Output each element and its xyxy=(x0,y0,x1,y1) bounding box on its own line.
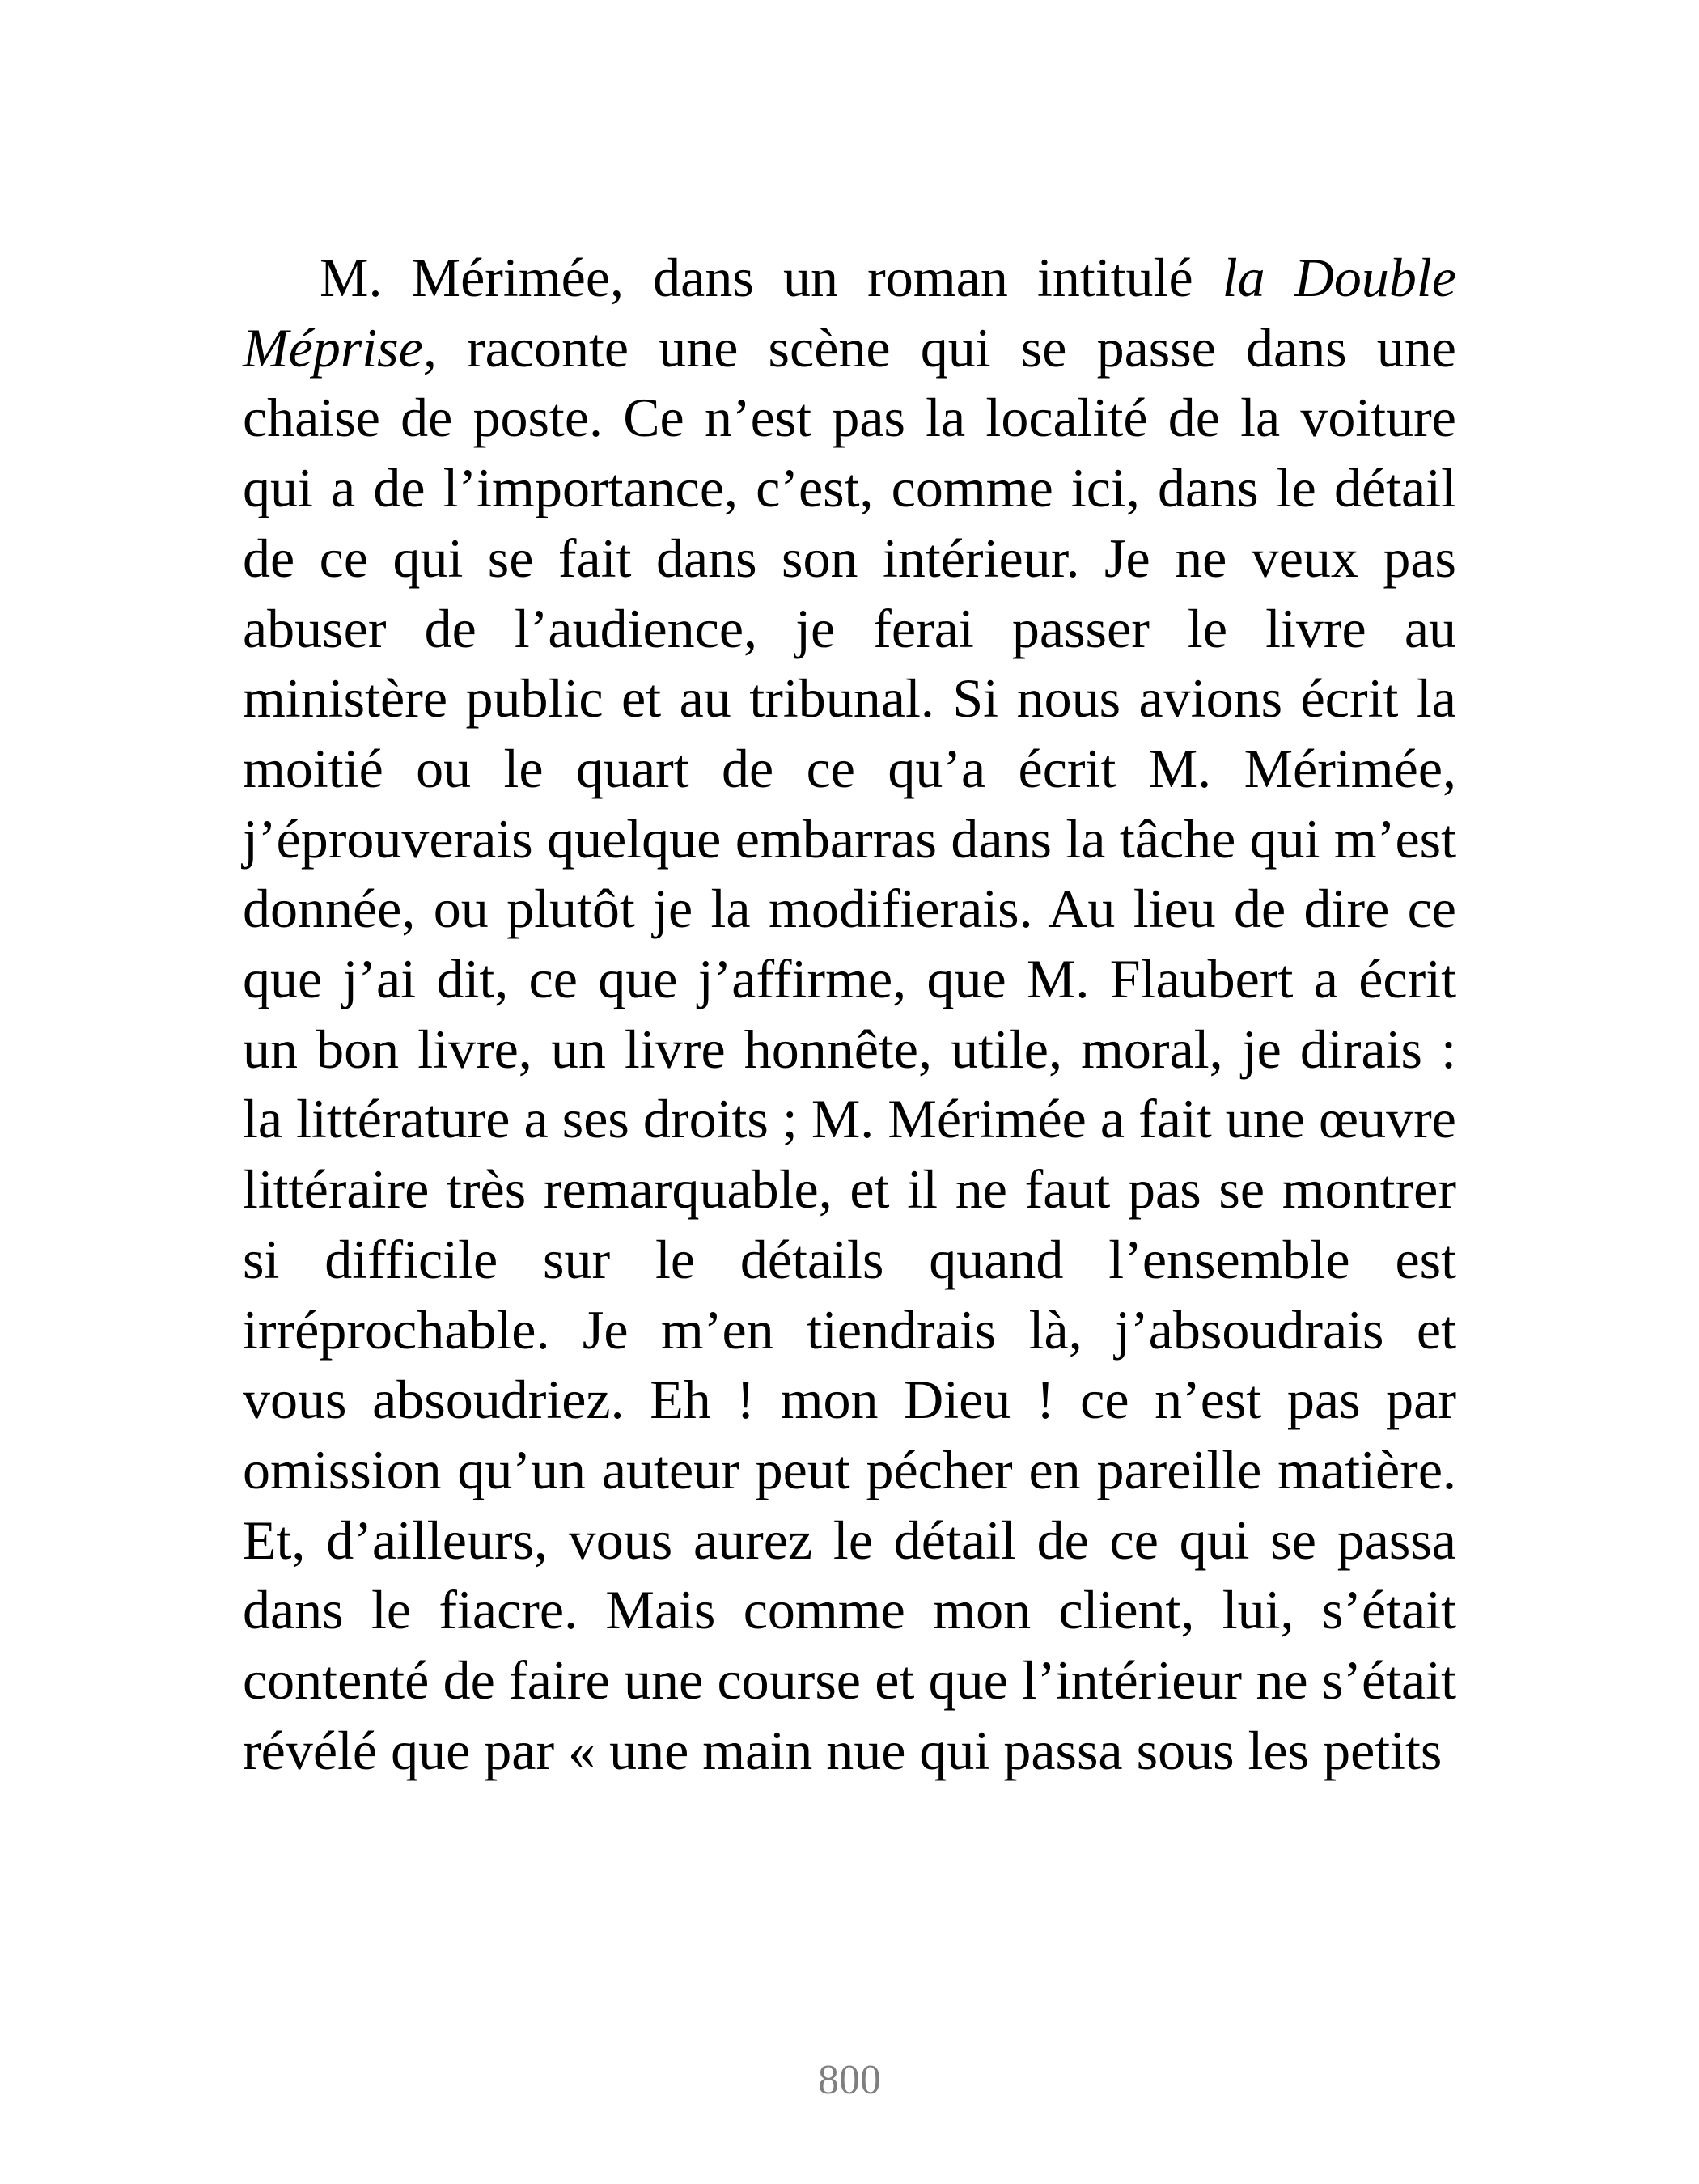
paragraph-body: raconte une scène qui se passe dans une chaise de poste. Ce n’est pas la localité de la voiture qui a de l’importance, c’est, comme ici, dans le détail de ce qui se fait dans son intérieur. Je ne veux pas abuser de l’audience, je ferai passer le livre au ministère public et au tribunal. Si nous avions écrit la moitié ou le quart de ce qu’a écrit M. Mérimée, j’éprouverais quelque embarras dans la tâche qui m’est donnée, ou plutôt je la modifierais. Au lieu de dire ce que j’ai dit, ce que j’affirme, que M. Flaubert a écrit un bon livre, un livre honnête, utile, moral, je dirais : la littérature a ses droits ; M. Mérimée a fait une œuvre littéraire très remarquable, et il ne faut pas se montrer si difficile sur le détails quand l’ensemble est irréprochable. Je m’en tiendrais là, j’absoudrais et vous absoudriez. Eh ! mon Dieu ! ce n’est pas par omission qu’un auteur peut pécher en pareille matière. Et, d’ailleurs, vous aurez le détail de ce qui se passa dans le fiacre. Mais comme mon client, lui, s’était contenté de faire une course et que l’intérieur ne s’était révélé que par « une main nue qui passa sous les petits xyxy=(243,316,1456,1781)
page-number: 800 xyxy=(818,2057,881,2103)
paragraph-intro: M. Mérimée, dans un roman intitulé xyxy=(320,247,1193,308)
text-body xyxy=(243,243,1456,1785)
book-title-italic: la Double Méprise, xyxy=(243,247,1456,379)
body-paragraph xyxy=(243,243,1456,1785)
